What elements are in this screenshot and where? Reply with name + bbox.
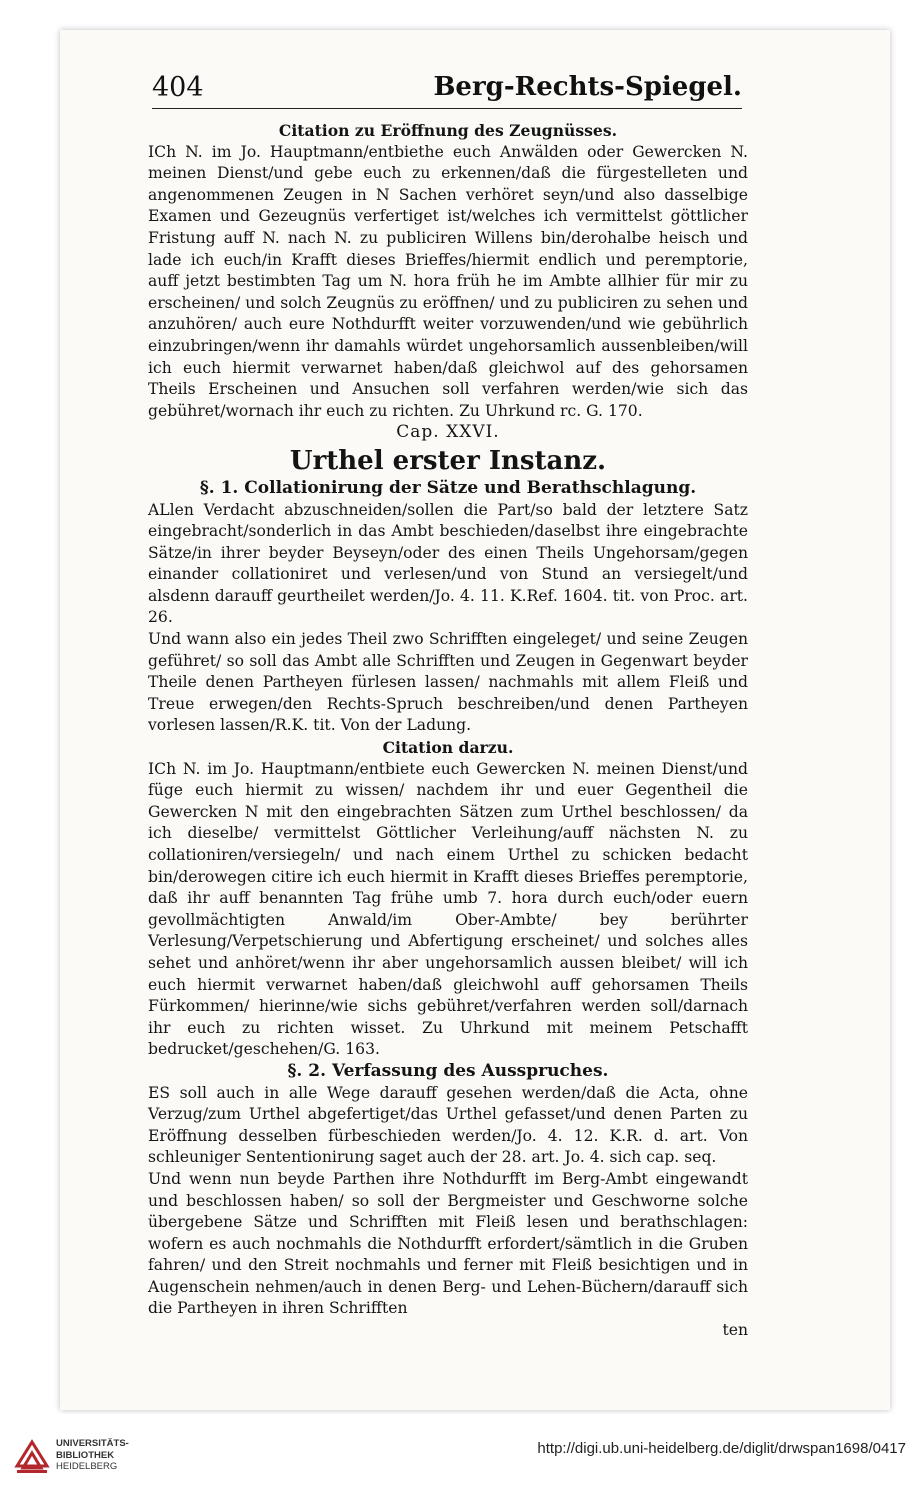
permalink-url[interactable]: http://digi.ub.uni-heidelberg.de/diglit/drwspan1698/0417 [537,1440,906,1457]
paragraph-witnesses: Und wann also ein jedes Theil zwo Schrifften eingeleget/ und seine Zeugen geführet/ so soll das Ambt alle Schrifften und Zeugen in Gegenwart beyder Theile denen Partheyen fürlesen lassen/ nachmahls mit allem Fleiß und Treue erwegen/den Rechts-Spruch beschreiben/und denen Partheyen vorlesen lassen/R.K. tit. Von der Ladung. [148,630,748,735]
viewer-footer [0,1414,918,1493]
running-title: Berg-Rechts-Spiegel. [433,72,742,102]
page-number: 404 [152,72,204,103]
section-heading-2: §. 2. Verfassung des Ausspruches. [287,1060,609,1081]
paragraph-citation-1: ICh N. im Jo. Hauptmann/entbiethe euch Anwälden oder Gewercken N. meinen Dienst/und gebe euch zu erkennen/daß die fürgestelleten und angenommenen Zeugen in N Sachen verhöret seyn/und also dasselbige Examen und Gezeugnüs verfertiget ist/welches ich vermittelst göttlicher Fristung auff N. nach N. zu publiciren Willens bin/derohalbe heisch und lade ich euch/in Krafft dieses Brieffes/hiermit endlich und peremptorie, auff jetzt bestimbten Tag um N. hora früh he im Ambte allhier für mir zu erscheinen/ und solch Zeugnüs zu eröffnen/ und zu publiciren zu sehen und anzuhören/ auch eure Nothdurfft weiter vorzuwenden/und wie gebührlich einzubringen/wenn ihr damahls würdet ungehorsamlich aussenbleiben/will ich euch hiermit verwarnet haben/daß gleichwol auf des gehorsamen Theils Erscheinen und Ansuchen soll verfahren werden/wie sich das gebühret/wornach ihr euch zu richten. Zu Uhrkund rc. G. 170. [148,142,748,420]
institution-line-1: UNIVERSITÄTS- [56,1438,129,1449]
heading-citation-darzu: Citation darzu. [382,738,514,758]
chapter-number: Cap. XXVI. [396,422,500,443]
paragraph-collation: ALlen Verdacht abzuschneiden/sollen die Part/so bald der letztere Satz eingebracht/sonderlich in das Ambt beschieden/daselbst ihre eingebrachte Sätze/in ihrer beyder Beyseyn/oder des einen Theils Ungehorsam/gegen einander collationiret und verlesen/und von Stund an versiegelt/und alsdenn darauff geurtheilet werden/Jo. 4. 11. K.Ref. 1604. tit. von Proc. art. 26. [148,500,748,627]
paragraph-deliberation: Und wenn nun beyde Parthen ihre Nothdurfft im Berg-Ambt eingewandt und beschlossen haben/ so soll der Bergmeister und Geschworne solche übergebene Sätze und Schrifften mit Fleiß lesen und berathschlagen: wofern es auch nochmahls die Nothdurfft erfordert/sämtlich in die Gruben fahren/ und den Streit nochmahls und ferner mit Fleiß besichtigen und in Augenschein nehmen/auch in denen Berg- und Lehen-Büchern/darauff sich die Partheyen in ihren Schrifften [148,1169,748,1318]
page-body [148,120,748,1342]
institution-line-3: HEIDELBERG [56,1461,118,1472]
section-heading-1: §. 1. Collationirung der Sätze und Berathschlagung. [199,477,697,498]
chapter-title: Urthel erster Instanz. [289,445,607,476]
university-logo-icon [14,1436,50,1476]
heading-citation-opening: Citation zu Eröffnung des Zeugnüsses. [278,121,618,140]
scanned-page [60,30,890,1410]
paragraph-citation-2: ICh N. im Jo. Hauptmann/entbiete euch Gewercken N. meinen Dienst/und füge euch hiermit zu wissen/ nachdem ihr und euer Gegentheil die Gewercken N mit den eingebrachten Sätzen zum Urthel beschlossen/ da ich dieselbe/ vermittelst Göttlicher Verleihung/auff nächsten N. zu collationiren/versiegeln/ und nach einem Urthel zu schicken bedacht bin/derowegen citire ich euch hiermit in Krafft dieses Brieffes peremptorie, daß ihr auff benannten Tag frühe umb 7. hora durch euch/oder euern gevollmächtigten Anwald/im Ober-Ambte/ bey berührter Verlesung/Verpetschierung und Abfertigung erscheinet/ und solches alles sehet und anhöret/wenn ihr aber ungehorsamlich aussen bleibet/ will ich euch hiermit verwarnet haben/daß gleichwohl auff gehorsamen Theils Fürkommen/ hierinne/wie sichs gebühret/verfahren werden soll/darnach ihr euch zu richten wisset. Zu Uhrkund mit meinem Petschafft bedrucket/geschehen/G. 163. [148,759,748,1059]
catchword: ten [722,1321,748,1340]
institution-name [56,1438,129,1473]
paragraph-verdict: ES soll auch in alle Wege darauff gesehen werden/daß die Acta, ohne Verzug/zum Urthel abgefertiget/das Urthel gefasset/und denen Parten zu Eröffnung desselben fürbeschieden werden/Jo. 4. 12. K.R. d. art. Von schleuniger Sententionirung saget auch der 28. art. Jo. 4. sich cap. seq. [148,1083,748,1167]
institution-line-2: BIBLIOTHEK [56,1449,115,1461]
page-header [152,72,742,109]
